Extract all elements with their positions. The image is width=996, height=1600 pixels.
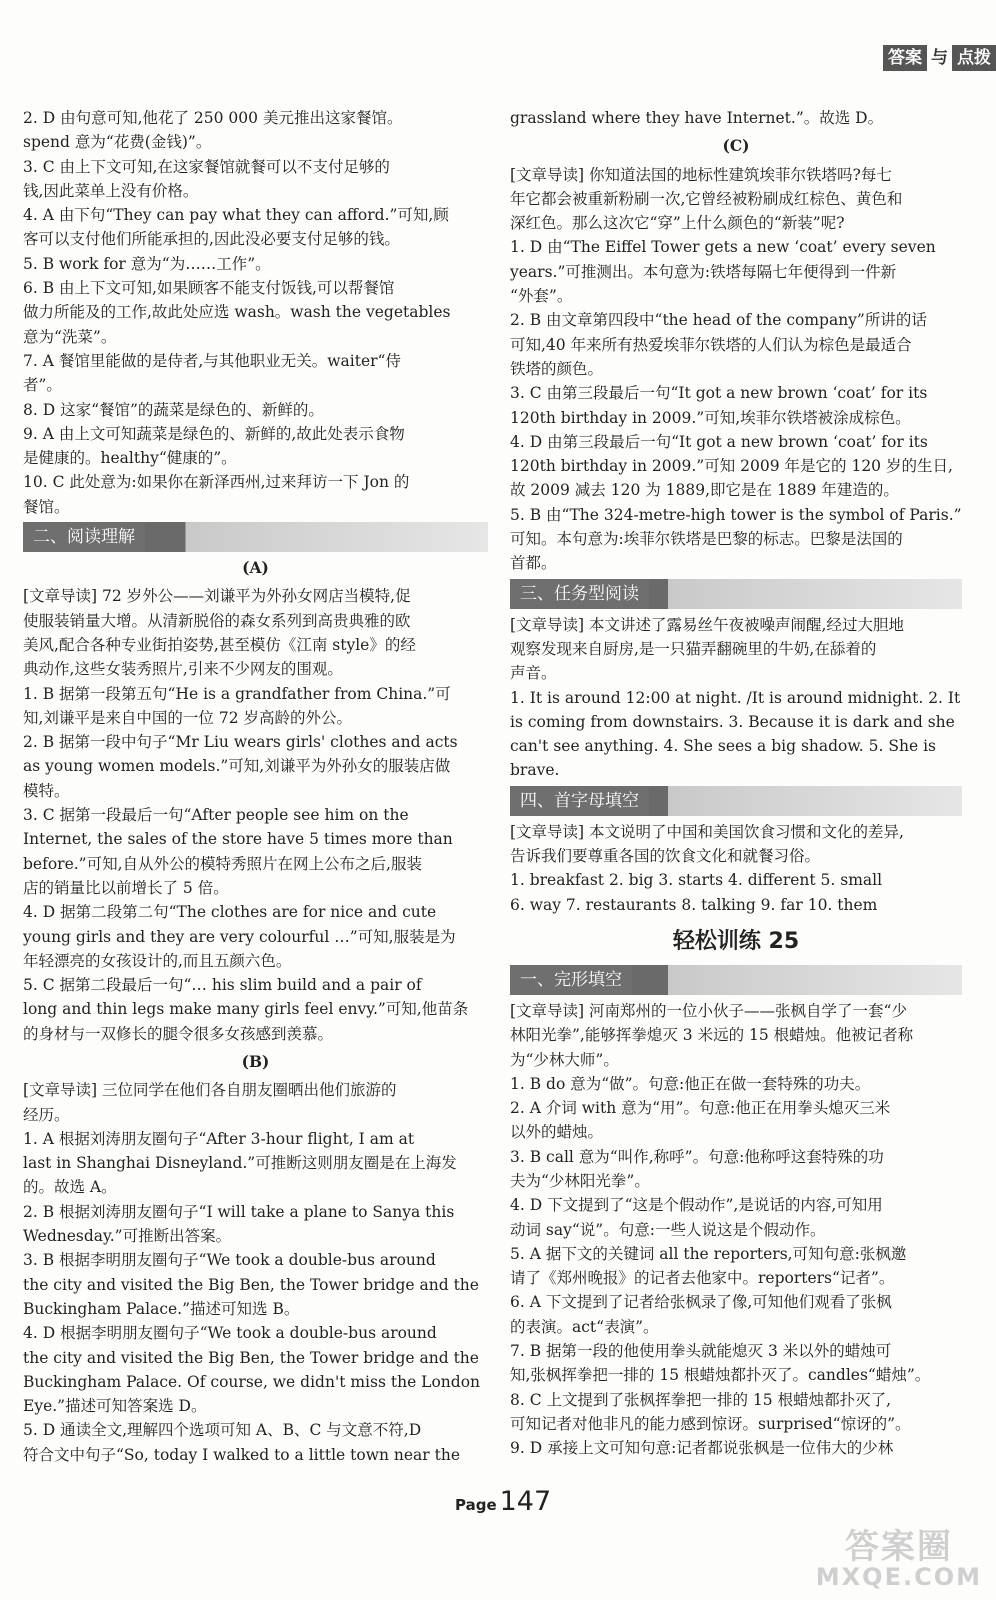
text-line: 1. D 由“The Eiffel Tower gets a new ‘coat’ every seven [510, 238, 936, 257]
task-reading-block [510, 613, 962, 783]
text-line: 是健康的。healthy“健康的”。 [23, 449, 237, 468]
section-initial-letter-bar [510, 786, 962, 816]
text-line: 4. D 据第二段第二句“The clothes are for nice and cute [23, 903, 437, 922]
text-line: 6. way 7. restaurants 8. talking 9. far 10. them [510, 895, 878, 914]
text-line: is coming from downstairs. 3. Because it is dark and she [510, 712, 955, 731]
text-line: “外套”。 [510, 287, 573, 306]
section-title: 二、阅读理解 [23, 522, 145, 552]
watermark-line1: 答案圈 [844, 1527, 953, 1567]
text-line: 故 2009 减去 120 为 1889,即它是在 1889 年建造的。 [510, 481, 899, 500]
section-reading-bar [23, 522, 488, 552]
text-line: the city and visited the Big Ben, the Tower bridge and the [23, 1348, 479, 1367]
text-line: 知,刘谦平是来自中国的一位 72 岁高龄的外公。 [23, 708, 353, 727]
page-label: Page [455, 1496, 497, 1514]
text-line: 5. D 通读全文,理解四个选项可知 A、B、C 与文意不符,D [23, 1421, 422, 1440]
text-line: 1. breakfast 2. big 3. starts 4. different 5. small [510, 871, 883, 890]
text-line: 可知记者对他非凡的能力感到惊讶。surprised“惊讶的”。 [510, 1414, 911, 1433]
cloze-block [510, 999, 962, 1461]
text-line: 2. D 由句意可知,他花了 250 000 美元推出这家餐馆。 [23, 109, 403, 127]
passage-c-block [510, 163, 962, 576]
unit-title: 轻松训练 25 [672, 928, 800, 954]
text-line: 1. It is around 12:00 at night. /It is around midnight. 2. It [510, 688, 961, 707]
text-line: years.”可推测出。本句意为:铁塔每隔七年便得到一件新 [510, 262, 897, 281]
text-line: 声音。 [510, 664, 557, 683]
text-line: 2. B 根据刘涛朋友圈句子“I will take a plane to Sanya this [23, 1202, 455, 1221]
text-line: 120th birthday in 2009.”可知,埃菲尔铁塔被涂成棕色。 [510, 408, 911, 427]
section-title: 三、任务型阅读 [510, 579, 649, 609]
section-cloze-bar [510, 965, 962, 995]
watermark-logo [815, 1527, 982, 1592]
text-line: 2. B 据第一段中句子“Mr Liu wears girls' clothes and acts [23, 733, 458, 752]
text-line: 3. C 据第一段最后一句“After people see him on the [23, 806, 409, 825]
text-line: 5. B 由“The 324-metre-high tower is the symbol of Paris.” [510, 505, 962, 524]
text-line: Eye.”描述可知答案选 D。 [23, 1397, 207, 1416]
text-line: 7. A 餐馆里能做的是侍者,与其他职业无关。waiter“侍 [23, 351, 401, 370]
text-line: 5. C 据第二段最后一句“… his slim build and a pair of [23, 976, 422, 995]
text-line: 铁塔的颜色。 [510, 359, 604, 378]
text-line: 1. B do 意为“做”。句意:他正在做一套特殊的功夫。 [510, 1074, 871, 1093]
watermark-line2: MXQE.COM [815, 1563, 982, 1591]
text-line: 林阳光拳”,能够挥拳熄灭 3 米远的 15 根蜡烛。他被记者称 [510, 1026, 914, 1045]
text-line: 符合文中句子“So, today I walked to a little town near the [23, 1445, 461, 1464]
text-line: 知,张枫挥拳把一排的 15 根蜡烛都扑灭了。candles“蜡烛”。 [510, 1366, 931, 1385]
text-line: 9. A 由上文可知蔬菜是绿色的、新鲜的,故此处表示食物 [23, 424, 405, 443]
text-line: 客可以支付他们所能承担的,因此没必要支付足够的钱。 [23, 230, 400, 249]
header-and: 与 [931, 48, 948, 68]
text-line: last in Shanghai Disneyland.”可推断这则朋友圈是在上海发 [23, 1154, 457, 1173]
right-top-block [510, 106, 962, 130]
text-line: as young women models.”可知,刘谦平为外孙女的服装店做 [23, 757, 451, 776]
right-column [510, 106, 962, 1461]
passage-label-b: (B) [241, 1051, 270, 1071]
text-line: 的表演。act“表演”。 [510, 1317, 659, 1336]
text-line: Buckingham Palace.”描述可知选 B。 [23, 1299, 300, 1318]
text-line: 3. C 由第三段最后一句“It got a new brown ‘coat’ for its [510, 384, 928, 403]
text-line: young girls and they are very colourful …”可知,服装是为 [23, 927, 456, 946]
text-line: 年它都会被重新粉刷一次,它曾经被粉刷成红棕色、黄色和 [510, 189, 903, 208]
text-line: 4. D 由第三段最后一句“It got a new brown ‘coat’ for its [510, 432, 928, 451]
text-line: 可知,40 年来所有热爱埃菲尔铁塔的人们认为棕色是最适合 [510, 335, 912, 354]
text-line: 2. A 介词 with 意为“用”。句意:他正在用拳头熄灭三米 [510, 1099, 891, 1118]
text-line: 钱,因此菜单上没有价格。 [23, 181, 199, 200]
text-line: Internet, the sales of the store have 5 times more than [23, 830, 453, 849]
text-line: Buckingham Palace. Of course, we didn't miss the London [23, 1372, 481, 1391]
text-line: [文章导读] 河南郑州的一位小伙子——张枫自学了一套“少 [510, 1001, 907, 1020]
text-line: 2. B 由文章第四段中“the head of the company”所讲的话 [510, 311, 927, 330]
text-line: 8. D 这家“餐馆”的蔬菜是绿色的、新鲜的。 [23, 400, 324, 419]
text-line: 的身材与一双修长的腿令很多女孩感到羡慕。 [23, 1024, 334, 1043]
text-line: 使服装销量大增。从清新脱俗的森女系列到高贵典雅的欧 [23, 611, 411, 630]
text-line: spend 意为“花费(金钱)”。 [23, 133, 212, 152]
text-line: 年轻漂亮的女孩设计的,而且五颜六色。 [23, 951, 292, 970]
text-line: 5. A 据下文的关键词 all the reporters,可知句意:张枫邀 [510, 1244, 907, 1263]
text-line: [文章导读] 72 岁外公——刘谦平为外孙女网店当模特,促 [23, 587, 411, 606]
section-title: 四、首字母填空 [510, 786, 649, 816]
text-line: [文章导读] 三位同学在他们各自朋友圈晒出他们旅游的 [23, 1081, 397, 1100]
text-line: 8. C 上文提到了张枫挥拳把一排的 15 根蜡烛都扑灭了, [510, 1390, 892, 1409]
header-tag [883, 45, 996, 71]
text-line: 可知。本句意为:埃菲尔铁塔是巴黎的标志。巴黎是法国的 [510, 530, 903, 549]
text-line: 店的销量比以前增长了 5 倍。 [23, 878, 229, 897]
left-column [23, 106, 488, 1467]
text-line: 夫为“少林阳光拳”。 [510, 1171, 650, 1190]
text-line: 6. B 由上下文可知,如果顾客不能支付饭钱,可以帮餐馆 [23, 279, 395, 298]
text-line: 请了《郑州晚报》的记者去他家中。reporters“记者”。 [510, 1269, 895, 1288]
text-line: long and thin legs make many girls feel envy.”可知,他苗条 [23, 1000, 469, 1019]
text-line: 3. C 由上下文可知,在这家餐馆就餐可以不支付足够的 [23, 157, 390, 176]
text-line: 模特。 [23, 781, 70, 800]
text-line: 4. D 根据李明朋友圈句子“We took a double-bus around [23, 1324, 437, 1343]
text-line: 以外的蜡烛。 [510, 1123, 604, 1142]
text-line: 告诉我们要尊重各国的饮食文化和就餐习俗。 [510, 847, 821, 866]
text-line: 餐馆。 [23, 497, 70, 516]
text-line: brave. [510, 761, 560, 780]
text-line: before.”可知,自从外公的模特秀照片在网上公布之后,服装 [23, 854, 422, 873]
text-line: 9. D 承接上文可知句意:记者都说张枫是一位伟大的少林 [510, 1439, 894, 1458]
left-top-block [23, 106, 488, 519]
initial-letter-block [510, 820, 962, 917]
page-number: 147 [499, 1486, 552, 1517]
text-line: 动词 say“说”。句意:一些人说这是个假动作。 [510, 1220, 826, 1239]
text-line: 7. B 据第一段的他使用拳头就能熄灭 3 米以外的蜡烛可 [510, 1342, 892, 1361]
text-line: 美风,配合各种专业街拍姿势,甚至模仿《江南 style》的经 [23, 635, 416, 654]
text-line: 者”。 [23, 376, 62, 395]
text-line: 4. D 下文提到了“这是个假动作”,是说话的内容,可知用 [510, 1196, 883, 1215]
text-line: 1. A 根据刘涛朋友圈句子“After 3-hour flight, I am at [23, 1129, 415, 1148]
passage-label-c: (C) [722, 136, 750, 156]
section-title: 一、完形填空 [510, 965, 632, 995]
header-tips: 点拨 [952, 45, 996, 71]
text-line: Wednesday.”可推断出答案。 [23, 1227, 232, 1246]
text-line: 3. B 根据李明朋友圈句子“We took a double-bus around [23, 1251, 436, 1270]
text-line: 4. A 由下句“They can pay what they can afford.”可知,顾 [23, 206, 449, 225]
text-line: the city and visited the Big Ben, the Tower bridge and the [23, 1275, 479, 1294]
text-line: 6. A 下文提到了记者给张枫录了像,可知他们观看了张枫 [510, 1293, 892, 1312]
text-line: 5. B work for 意为“为……工作”。 [23, 254, 271, 273]
text-line: 3. B call 意为“叫作,称呼”。句意:他称呼这套特殊的功 [510, 1147, 884, 1166]
text-line: [文章导读] 本文讲述了露易丝午夜被噪声闹醒,经过大胆地 [510, 615, 904, 634]
text-line: 首都。 [510, 554, 557, 573]
passage-label-a: (A) [242, 558, 269, 578]
text-line: 观察发现来自厨房,是一只猫弄翻碗里的牛奶,在舔着的 [510, 639, 877, 658]
text-line: 做力所能及的工作,故此处应选 wash。wash the vegetables [23, 303, 451, 322]
text-line: 经历。 [23, 1105, 70, 1124]
header-answer: 答案 [883, 45, 927, 71]
text-line: 的。故选 A。 [23, 1178, 117, 1197]
text-line: 深红色。那么这次它“穿”上什么颜色的“新装”呢? [510, 214, 845, 233]
text-line: 典动作,这些女装秀照片,引来不少网友的围观。 [23, 660, 343, 679]
text-line: 120th birthday in 2009.”可知 2009 年是它的 120 岁的生日, [510, 457, 953, 476]
text-line: 10. C 此处意为:如果你在新泽西州,过来拜访一下 Jon 的 [23, 473, 410, 492]
text-line: [文章导读] 你知道法国的地标性建筑埃菲尔铁塔吗?每七 [510, 165, 892, 184]
text-line: 1. B 据第一段第五句“He is a grandfather from China.”可 [23, 684, 451, 703]
text-line: grassland where they have Internet.”。故选 D。 [510, 109, 884, 127]
page-footer [455, 1486, 552, 1517]
passage-a-block [23, 584, 488, 1046]
text-line: can't see anything. 4. She sees a big shadow. 5. She is [510, 737, 936, 756]
passage-b-block [23, 1078, 488, 1467]
section-task-reading-bar [510, 579, 962, 609]
text-line: 意为“洗菜”。 [23, 327, 117, 346]
text-line: [文章导读] 本文说明了中国和美国饮食习惯和文化的差异, [510, 822, 904, 841]
text-line: 为“少林大师”。 [510, 1050, 619, 1069]
